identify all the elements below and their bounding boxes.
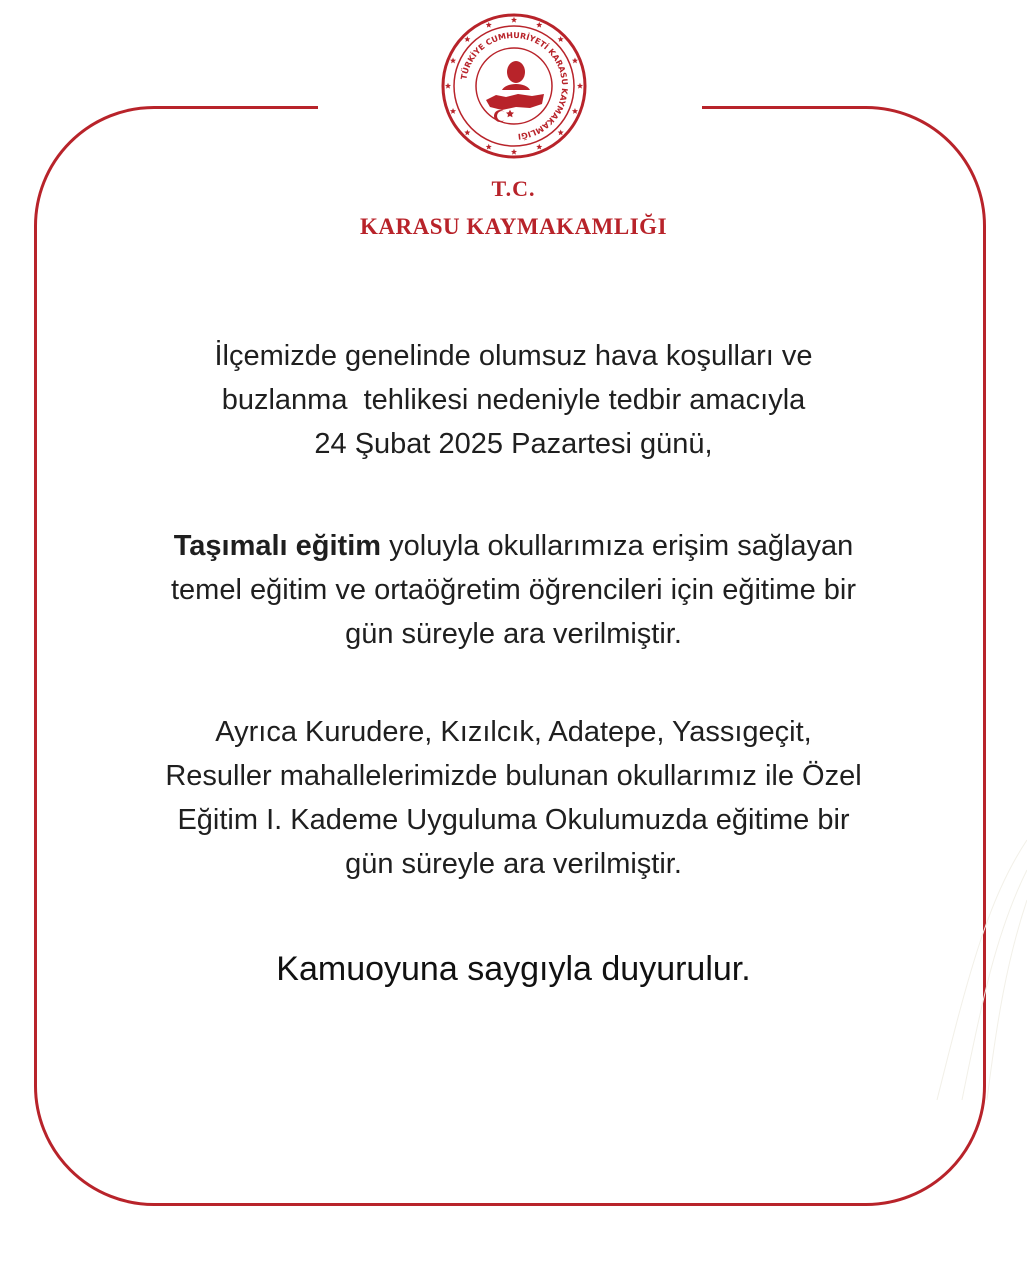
paragraph-line: Resuller mahallelerimizde bulunan okullarımız ile Özel: [165, 760, 862, 792]
seal-star-icon: [464, 129, 470, 135]
paragraph-line-rest: yoluyla okullarımıza erişim sağlayan: [381, 530, 854, 562]
closing-statement: Kamuoyuna saygıyla duyurulur.: [276, 950, 751, 988]
bold-lead: Taşımalı eğitim: [173, 530, 382, 562]
header-tc: T.C.: [491, 176, 536, 201]
announcement-border: [34, 106, 986, 1206]
seal-star-icon: [445, 83, 451, 89]
seal-text: TÜRKİYE CUMHURİYETİ KARASU KAYMAKAMLIĞI: [459, 30, 570, 141]
paragraph-line: [60, 524, 967, 568]
paragraph-line: buzlanma tehlikesi nedeniyle tedbir amacıyla: [221, 384, 806, 416]
seal-star-icon: [558, 36, 564, 42]
seal-star-icon: [558, 129, 564, 135]
decorative-lines: [907, 820, 1027, 1100]
seal-star-icon: [572, 58, 578, 64]
seal-star-icon: [511, 17, 517, 23]
seal-star-icon: [450, 58, 456, 64]
seal-star-icon: [511, 149, 517, 155]
paragraph-neighborhood-schools: [60, 710, 967, 886]
seal-star-icon: [464, 36, 470, 42]
paragraph-line: İlçemizde genelinde olumsuz hava koşulları ve: [214, 340, 813, 372]
district-governorship-seal: [440, 12, 588, 160]
paragraph-line: 24 Şubat 2025 Pazartesi günü,: [314, 428, 713, 460]
paragraph-line: gün süreyle ara verilmiştir.: [345, 848, 682, 880]
paragraph-line: Ayrıca Kurudere, Kızılcık, Adatepe, Yassıgeçit,: [215, 716, 812, 748]
seal-star-icon: [486, 22, 492, 28]
paragraph-line: temel eğitim ve ortaöğretim öğrencileri için eğitime bir: [171, 574, 856, 606]
paragraph-line: gün süreyle ara verilmiştir.: [345, 618, 682, 650]
header-organization: KARASU KAYMAKAMLIĞI: [359, 214, 668, 239]
seal-star-icon: [450, 108, 456, 114]
seal-star-icon: [486, 144, 492, 150]
seal-star-icon: [572, 108, 578, 114]
paragraph-weather-notice: [60, 334, 967, 466]
paragraph-bus-education: [60, 524, 967, 656]
seal-star-icon: [577, 83, 583, 89]
paragraph-line: Eğitim I. Kademe Uyguluma Okulumuzda eğitime bir: [177, 804, 850, 836]
seal-star-icon: [536, 22, 542, 28]
seal-star-icon: [536, 144, 542, 150]
